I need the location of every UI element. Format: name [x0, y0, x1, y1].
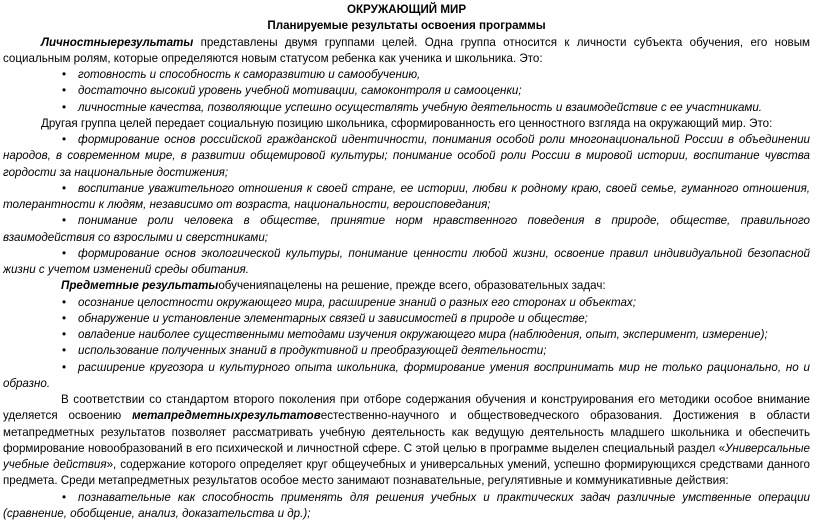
- bullet-icon: •: [62, 100, 66, 116]
- meta-results-list: [3, 490, 810, 522]
- list-item: [3, 246, 810, 279]
- list-item-text: формирование основ российской гражданской идентичности, понимания особой роли многонациональной России в объединении народов, в современном мире, в развитии общемировой культуры; понимание особой роли России в мировой истории, воспитание чувства гордости за национальные достижения;: [3, 133, 810, 179]
- subject-results-list: [3, 295, 810, 393]
- subject-results-term: Предметные результаты: [61, 279, 218, 292]
- meta-results-paragraph: [3, 392, 810, 490]
- list-item: [3, 360, 810, 393]
- list-item-text: обнаружение и установление элементарных связей и зависимостей в природе и обществе;: [78, 312, 588, 325]
- document-subtitle: Планируемые результаты освоения программы: [3, 18, 810, 34]
- meta-text-part1: В соответствии со стандартом второго поколения при отборе содержания обучения и конструирования его методики особое внимание уделяется освоению: [3, 393, 810, 422]
- bullet-icon: •: [62, 360, 66, 376]
- bullet-icon: •: [62, 327, 66, 343]
- personal-second-intro: Другая группа целей передает социальную позицию школьника, сформированность его ценностного взгляда на окружающий мир. Это:: [3, 116, 810, 132]
- list-item: [3, 327, 810, 343]
- list-item-text: расширение кругозора и культурного опыта школьника, формирование умения воспринимать мир не только рационально, но и образно.: [3, 361, 810, 390]
- bullet-icon: •: [62, 132, 66, 148]
- list-item: [3, 311, 810, 327]
- list-item: [3, 295, 810, 311]
- document-title: ОКРУЖАЮЩИЙ МИР: [3, 2, 810, 18]
- personal-results-paragraph: [3, 35, 810, 68]
- bullet-icon: •: [62, 490, 66, 506]
- list-item: [3, 490, 810, 522]
- list-item-text: достаточно высокий уровень учебной мотивации, самоконтроля и самооценки;: [78, 84, 522, 97]
- bullet-icon: •: [62, 67, 66, 83]
- personal-group1-list: [3, 67, 810, 116]
- bullet-icon: •: [62, 246, 66, 262]
- bullet-icon: •: [62, 181, 66, 197]
- meta-results-term: метапредметныхрезультатов: [132, 409, 321, 422]
- personal-results-intro: представлены двумя группами целей. Одна группа относится к личности субъекта обучения, его новым социальным ролям, которые определяются новым статусом ребенка как ученика и школьника. Это:: [3, 36, 810, 65]
- list-item: [3, 181, 810, 214]
- list-item-text: личностные качества, позволяющие успешно осуществлять учебную деятельность и взаимодействие с ее участниками.: [78, 101, 762, 114]
- list-item-text: понимание роли человека в обществе, принятие норм нравственного поведения в природе, обществе, правильного взаимодействия со взрослыми и сверстниками;: [3, 214, 810, 243]
- bullet-icon: •: [62, 295, 66, 311]
- subject-results-intro: обученияnацелены на решение, прежде всего, образовательных задач:: [218, 279, 605, 292]
- list-item-text: овладение наиболее существенными методами изучения окружающего мира (наблюдения, опыт, эксперимент, измерение);: [78, 328, 768, 341]
- list-item: [3, 213, 810, 246]
- list-item: [3, 100, 810, 116]
- personal-group2-list: [3, 132, 810, 278]
- meta-text-part3: », содержание которого определяет круг общеучебных и универсальных умений, успешно формирующихся средствами данного предмета. Среди метапредметных результатов особое место занимают познавательные, регулятивные и коммуникативные действия:: [3, 458, 810, 487]
- list-item-text: познавательные как способность применять для решения учебных и практических задач различные умственные операции (сравнение, обобщение, анализ, доказательства и др.);: [3, 491, 810, 520]
- bullet-icon: •: [62, 213, 66, 229]
- bullet-icon: •: [62, 343, 66, 359]
- list-item: [3, 67, 810, 83]
- bullet-icon: •: [62, 83, 66, 99]
- list-item-text: использование полученных знаний в продуктивной и преобразующей деятельности;: [78, 344, 546, 357]
- meta-text-part2: естественно-научного и обществоведческого образования. Достижения в области метапредметных результатов позволяет рассматривать учебную деятельность как ведущую деятельность младшего школьника и обеспечить формирование новообразований в его психической и личностной сфере. С этой целью в программе выделен специальный раздел «: [3, 409, 810, 455]
- list-item: [3, 343, 810, 359]
- list-item-text: формирование основ экологической культуры, понимание ценности любой жизни, освоение правил индивидуальной безопасной жизни с учетом изменений среды обитания.: [3, 247, 810, 276]
- list-item-text: воспитание уважительного отношения к своей стране, ее истории, любви к родному краю, своей семье, гуманного отношения, толерантности к людям, независимо от возраста, национальности, вероисповедания;: [3, 182, 810, 211]
- list-item: [3, 83, 810, 99]
- list-item-text: готовность и способность к саморазвитию и самообучению,: [78, 68, 420, 81]
- bullet-icon: •: [62, 311, 66, 327]
- subject-results-paragraph: [3, 278, 810, 294]
- list-item-text: осознание целостности окружающего мира, расширение знаний о разных его сторонах и объектах;: [78, 296, 636, 309]
- list-item: [3, 132, 810, 181]
- personal-results-term: Личностныерезультаты: [41, 36, 193, 49]
- meta-quote: Универсальные учебные действия: [3, 442, 810, 471]
